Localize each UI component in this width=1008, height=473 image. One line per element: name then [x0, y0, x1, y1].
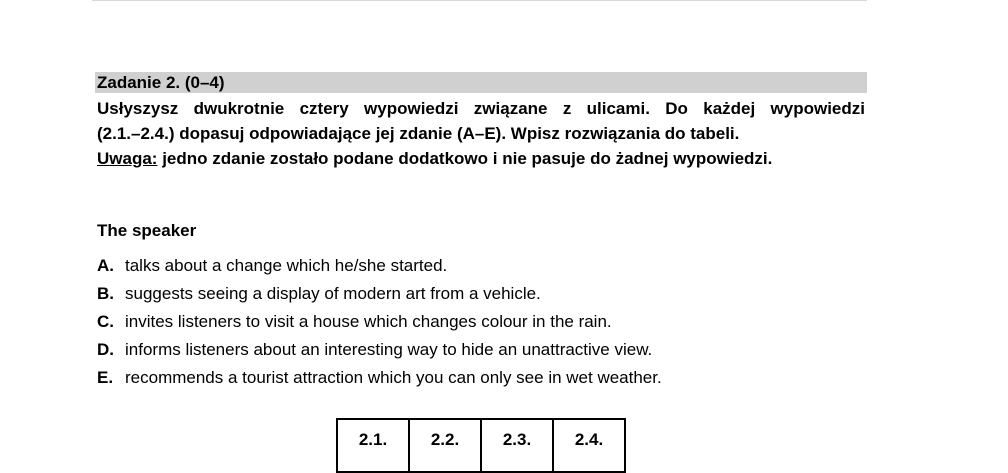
- option-b: [97, 283, 857, 311]
- option-letter: E.: [97, 368, 114, 387]
- option-c: [97, 311, 857, 339]
- option-a: [97, 255, 857, 283]
- question-stem: The speaker: [97, 221, 197, 240]
- option-text: suggests seeing a display of modern art from a vehicle.: [125, 284, 541, 303]
- task-header: Zadanie 2. (0–4): [95, 72, 867, 93]
- answer-cell-2-2[interactable]: 2.2.: [409, 419, 481, 472]
- top-divider: [92, 0, 867, 1]
- task-note: [97, 146, 865, 171]
- answer-cell-2-3[interactable]: 2.3.: [481, 419, 553, 472]
- option-letter: B.: [97, 284, 114, 303]
- task-instructions: [97, 96, 865, 171]
- option-e: [97, 367, 857, 395]
- instruction-line-1: Usłyszysz dwukrotnie cztery wypowiedzi związane z ulicami. Do każdej wypowiedzi: [97, 99, 865, 118]
- option-text: invites listeners to visit a house which changes colour in the rain.: [125, 312, 612, 331]
- answer-cell-2-4[interactable]: 2.4.: [553, 419, 625, 472]
- option-letter: D.: [97, 340, 114, 359]
- option-d: [97, 339, 857, 367]
- answer-table-header-row: [337, 419, 625, 472]
- option-text: talks about a change which he/she started.: [125, 256, 448, 275]
- option-letter: C.: [97, 312, 114, 331]
- instruction-line-2: (2.1.–2.4.) dopasuj odpowiadające jej zdanie (A–E). Wpisz rozwiązania do tabeli.: [97, 124, 740, 143]
- option-letter: A.: [97, 256, 114, 275]
- note-text: jedno zdanie zostało podane dodatkowo i nie pasuje do żadnej wypowiedzi.: [157, 149, 773, 168]
- answer-cell-2-1[interactable]: 2.1.: [337, 419, 409, 472]
- option-text: informs listeners about an interesting way to hide an unattractive view.: [125, 340, 653, 359]
- options-list: [97, 255, 857, 395]
- option-text: recommends a tourist attraction which you can only see in wet weather.: [125, 368, 662, 387]
- note-label: Uwaga:: [97, 149, 158, 168]
- answer-table: [336, 418, 626, 473]
